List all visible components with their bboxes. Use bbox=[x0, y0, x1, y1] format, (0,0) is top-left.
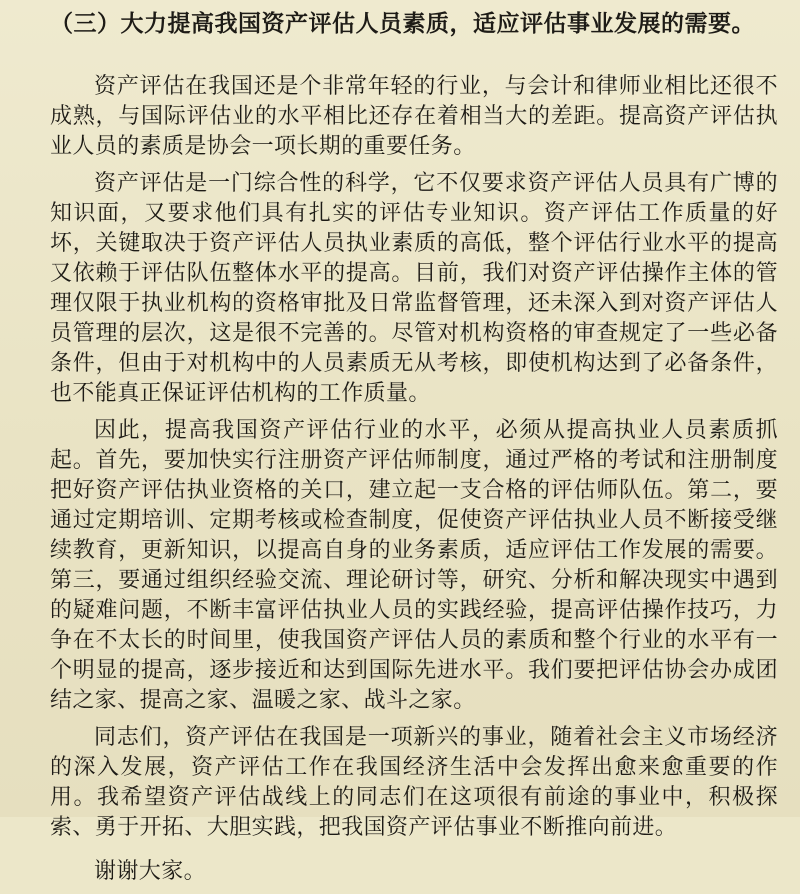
closing-remark: 谢谢大家。 bbox=[94, 859, 207, 884]
paragraph-3: 因此，提高我国资产评估行业的水平，必须从提高执业人员素质抓起。首先，要加快实行注册资产评估师制度，通过严格的考试和注册制度把好资产评估执业资格的关口，建立起一支合格的评估师队伍。第二，要通过定期培训、定期考核或检查制度，促使资产评估执业人员不断接受继续教育，更新知识，以提高自身的业务素质，适应评估工作发展的需要。第三，要通过组织经验交流、理论研讨等，研究、分析和解决现实中遇到的疑难问题，不断丰富评估执业人员的实践经验，提高评估操作技巧，力争在不太长的时间里，使我国资产评估人员的素质和整个行业的水平有一个明显的提高，逐步接近和达到国际先进水平。我们要把评估协会办成团结之家、提高之家、温暖之家、战斗之家。 bbox=[50, 418, 778, 713]
document-body bbox=[50, 72, 778, 894]
paragraph-2: 资产评估是一门综合性的科学，它不仅要求资产评估人员具有广博的知识面，又要求他们具有扎实的评估专业知识。资产评估工作质量的好坏，关键取决于资产评估人员执业素质的高低，整个评估行业水平的提高又依赖于评估队伍整体水平的提高。目前，我们对资产评估操作主体的管理仅限于执业机构的资格审批及日常监督管理，还未深入到对资产评估人员管理的层次，这是很不完善的。尽管对机构资格的审查规定了一些必备条件，但由于对机构中的人员素质无从考核，即使机构达到了必备条件，也不能真正保证评估机构的工作质量。 bbox=[50, 171, 778, 406]
section-heading: （三）大力提高我国资产评估人员素质，适应评估事业发展的需要。 bbox=[50, 10, 755, 37]
paragraph-4: 同志们，资产评估在我国是一项新兴的事业，随着社会主义市场经济的深入发展，资产评估工作在我国经济生活中会发挥出愈来愈重要的作用。我希望资产评估战线上的同志们在这项很有前途的事业中，积极探索、勇于开拓、大胆实践，把我国资产评估事业不断推向前进。 bbox=[50, 725, 778, 840]
paragraph-1: 资产评估在我国还是个非常年轻的行业，与会计和律师业相比还很不成熟，与国际评估业的水平相比还存在着相当大的差距。提高资产评估执业人员的素质是协会一项长期的重要任务。 bbox=[50, 74, 778, 159]
